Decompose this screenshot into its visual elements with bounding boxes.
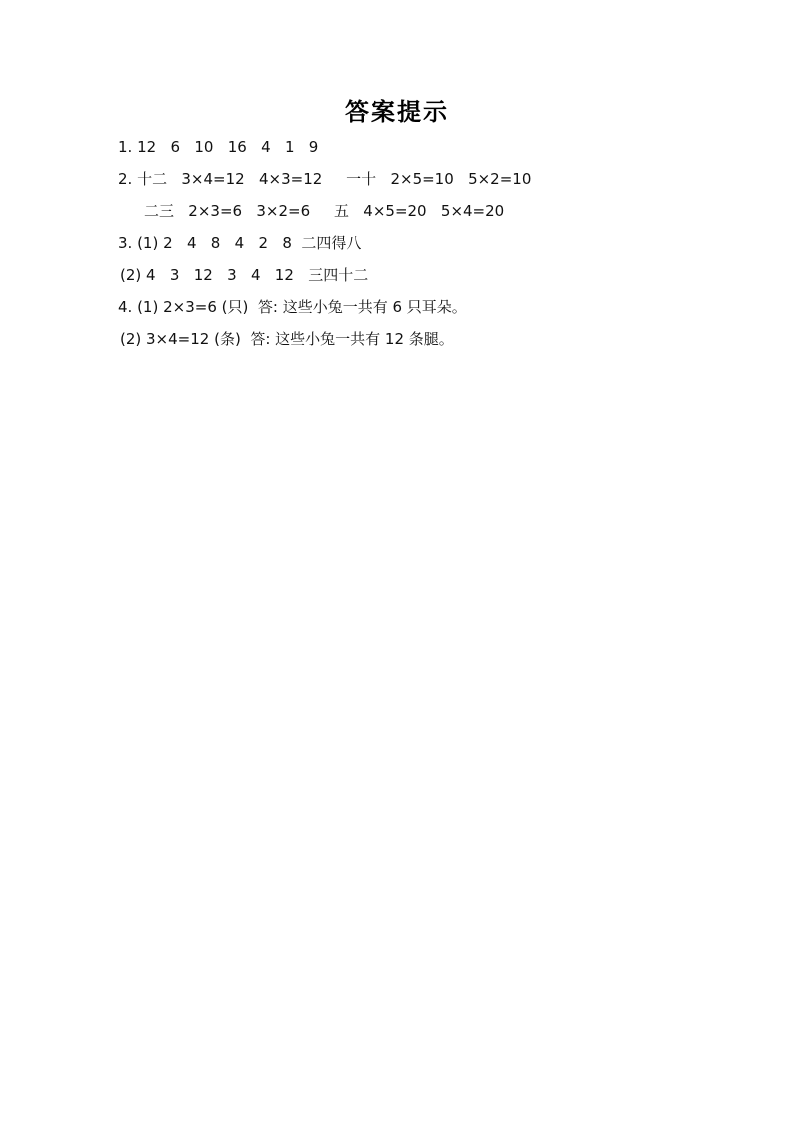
answer-line-4: 4. (1) 2×3=6 (只) 答: 这些小兔一共有 6 只耳朵。	[118, 298, 467, 316]
page-title: 答案提示	[345, 97, 449, 126]
answer-line-2: 2. 十二 3×4=12 4×3=12 一十 2×5=10 5×2=10	[118, 170, 532, 188]
answer-line-3-part-2: (2) 4 3 12 3 4 12 三四十二	[120, 266, 369, 284]
answer-line-4-part-2: (2) 3×4=12 (条) 答: 这些小兔一共有 12 条腿。	[120, 330, 454, 348]
answer-line-1: 1. 12 6 10 16 4 1 9	[118, 138, 319, 156]
answer-line-2-continued: 二三 2×3=6 3×2=6 五 4×5=20 5×4=20	[144, 202, 505, 220]
answer-line-3: 3. (1) 2 4 8 4 2 8 二四得八	[118, 234, 362, 252]
